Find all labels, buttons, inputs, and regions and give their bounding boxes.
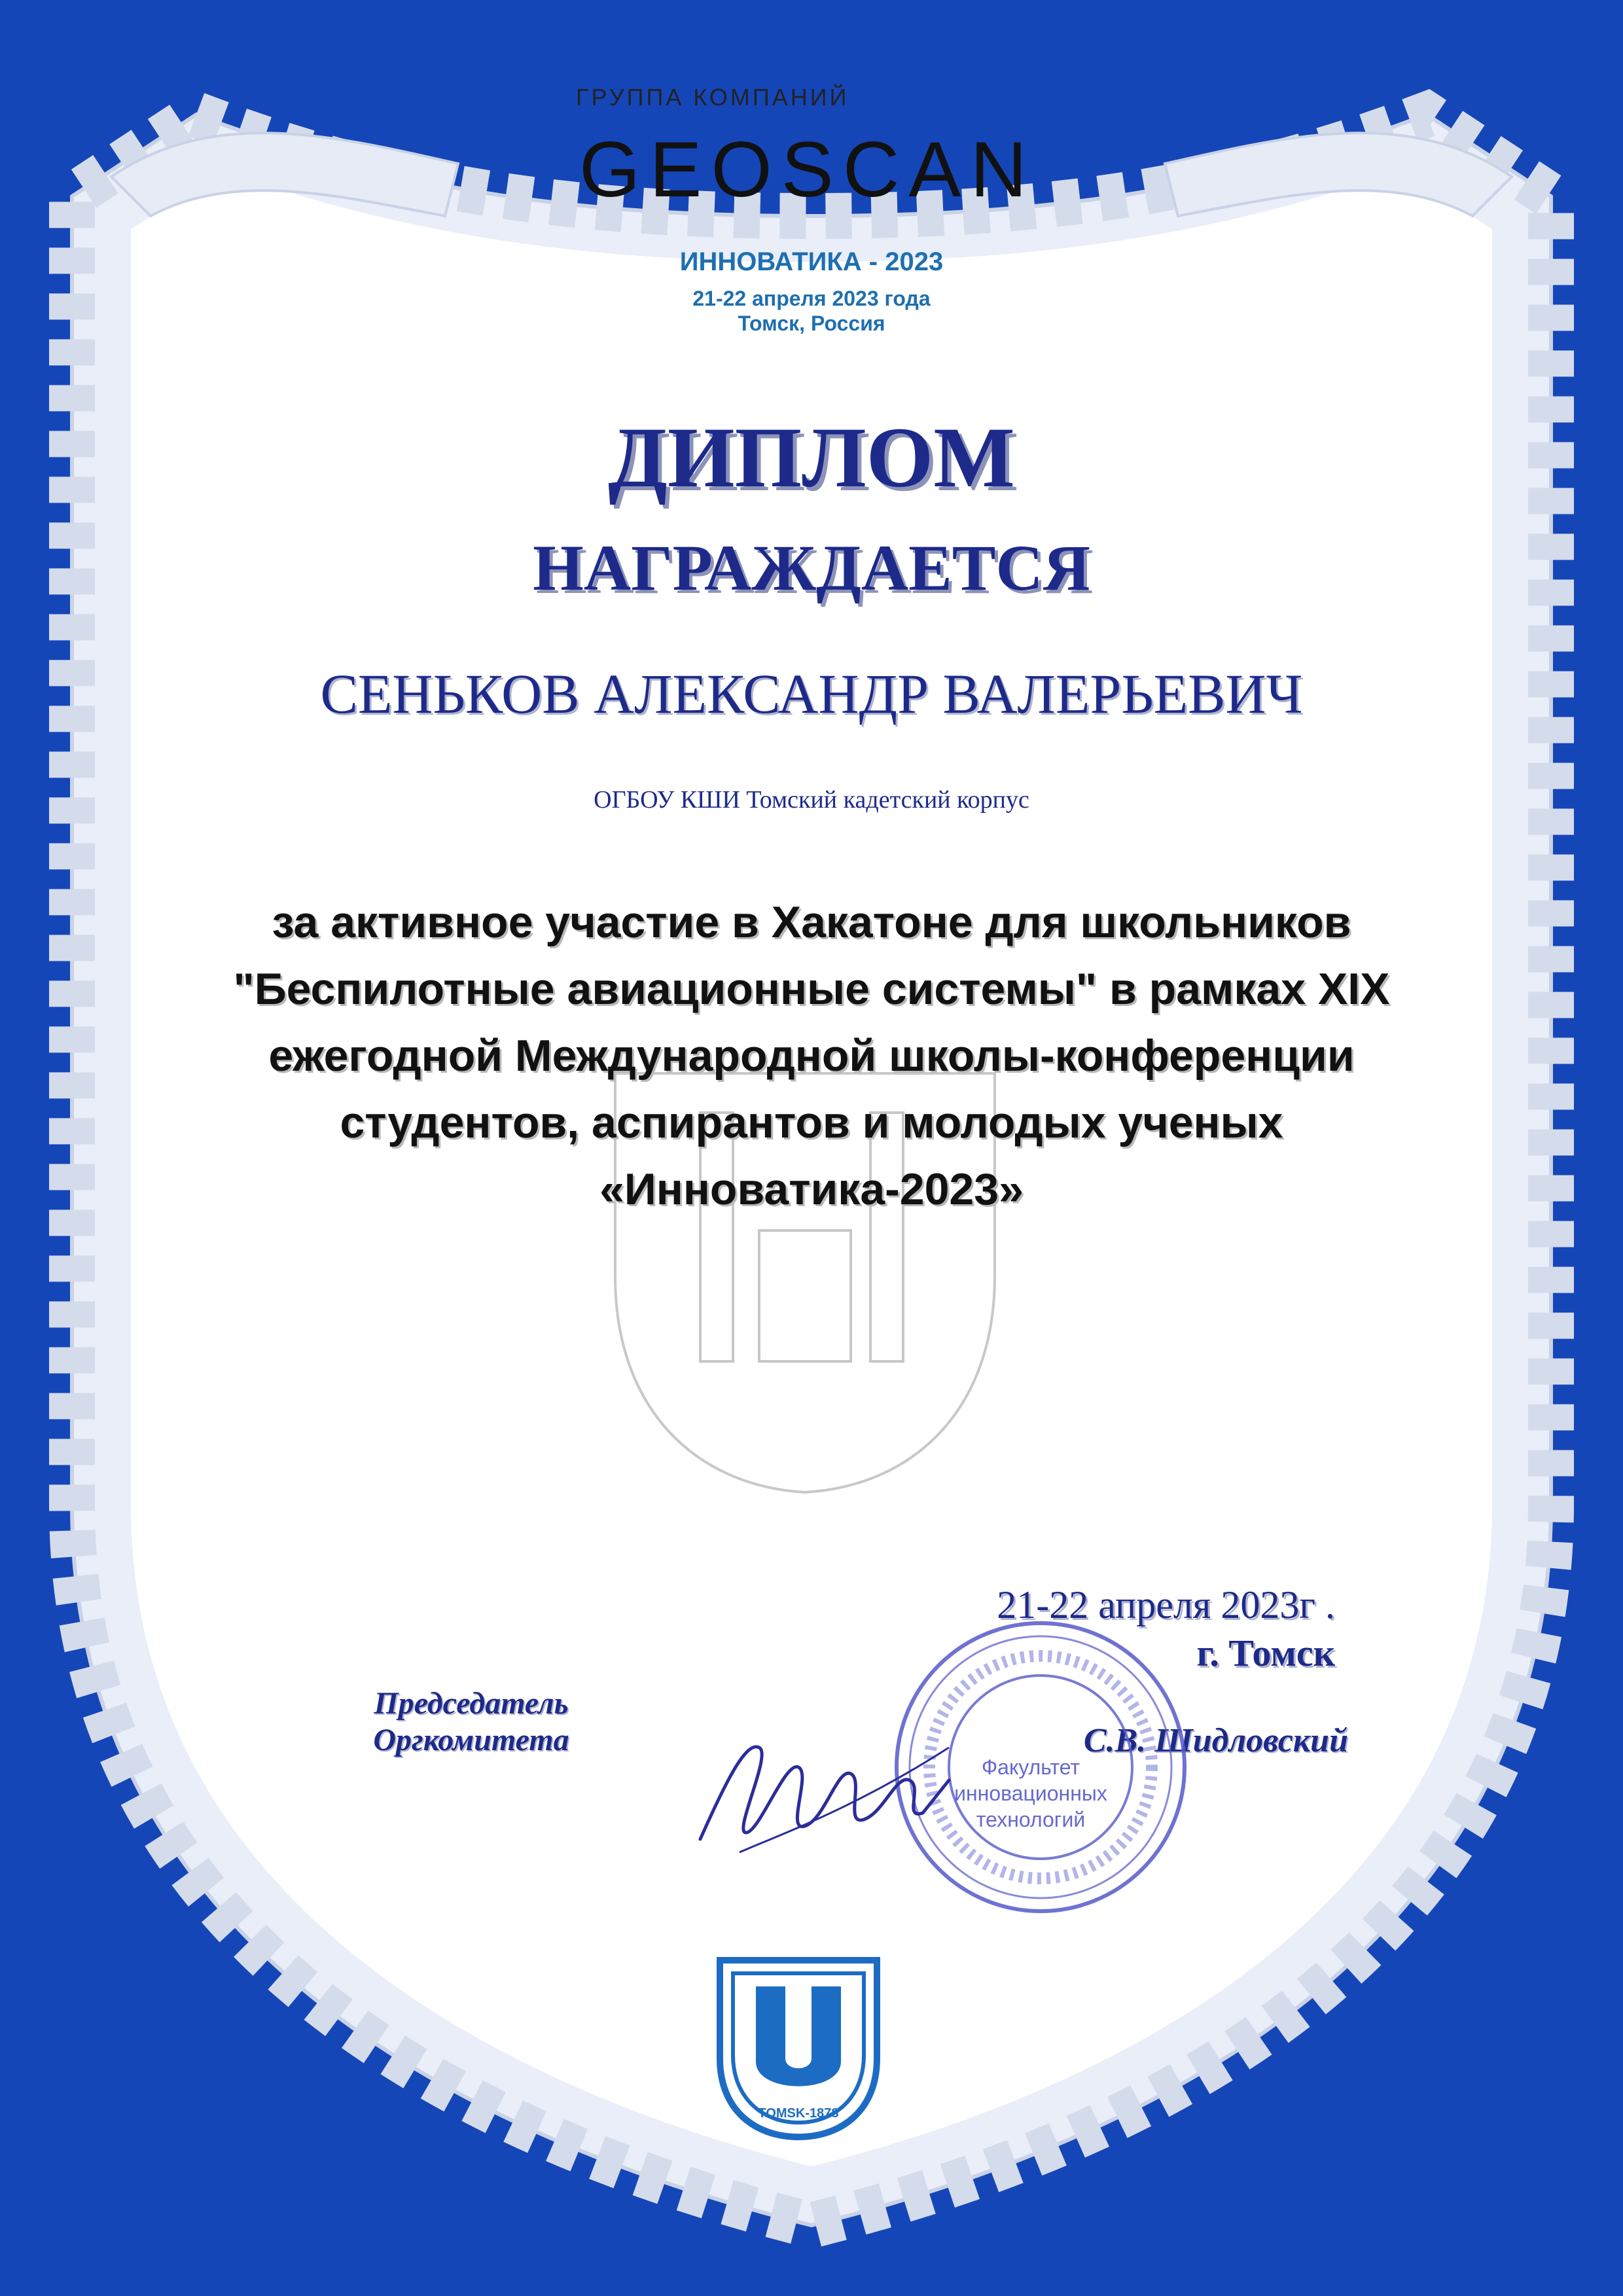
- reason-line: "Беспилотные авиационные системы" в рамках XIX: [233, 964, 1390, 1014]
- reason-line: ежегодной Международной школы-конференции: [268, 1031, 1355, 1081]
- geoscan-logo: GEOSCAN: [579, 126, 1037, 213]
- recipient-name: СЕНЬКОВ АЛЕКСАНДР ВАЛЕРЬЕВИЧ: [320, 662, 1303, 725]
- chair-title-line1: Председатель: [374, 1686, 569, 1721]
- event-location: Томск, Россия: [738, 312, 885, 335]
- issue-date: 21-22 апреля 2023г .: [997, 1583, 1335, 1626]
- reason-line: «Инноватика-2023»: [599, 1164, 1024, 1214]
- issue-city: г. Томск: [1196, 1632, 1335, 1674]
- chair-title: [275, 1685, 668, 1759]
- reason-line: студентов, аспирантов и молодых ученых: [340, 1098, 1283, 1147]
- stamp-line: инновационных: [954, 1782, 1107, 1805]
- company-group-label: ГРУППА КОМПАНИЙ: [576, 84, 849, 111]
- signer-name: С.В. Шидловский: [1083, 1722, 1348, 1759]
- awarded-heading: НАГРАЖДАЕТСЯ: [533, 531, 1090, 604]
- event-dates: 21-22 апреля 2023 года: [692, 287, 931, 310]
- award-reason: [170, 889, 1453, 1223]
- stamp-line: Факультет: [981, 1755, 1080, 1779]
- diploma-title: ДИПЛОМ: [608, 409, 1015, 505]
- university-logo-label: TOMSK-1878: [758, 2106, 839, 2121]
- reason-line: за активное участие в Хакатоне для школьников: [272, 897, 1351, 947]
- chair-title-line2: Оргкомитета: [373, 1723, 569, 1757]
- event-title: ИННОВАТИКА - 2023: [679, 247, 944, 276]
- handwritten-signature: [687, 1702, 962, 1872]
- university-logo: [710, 1954, 887, 2144]
- stamp-line: технологий: [976, 1808, 1086, 1831]
- recipient-institution: ОГБОУ КШИ Томский кадетский корпус: [594, 786, 1029, 814]
